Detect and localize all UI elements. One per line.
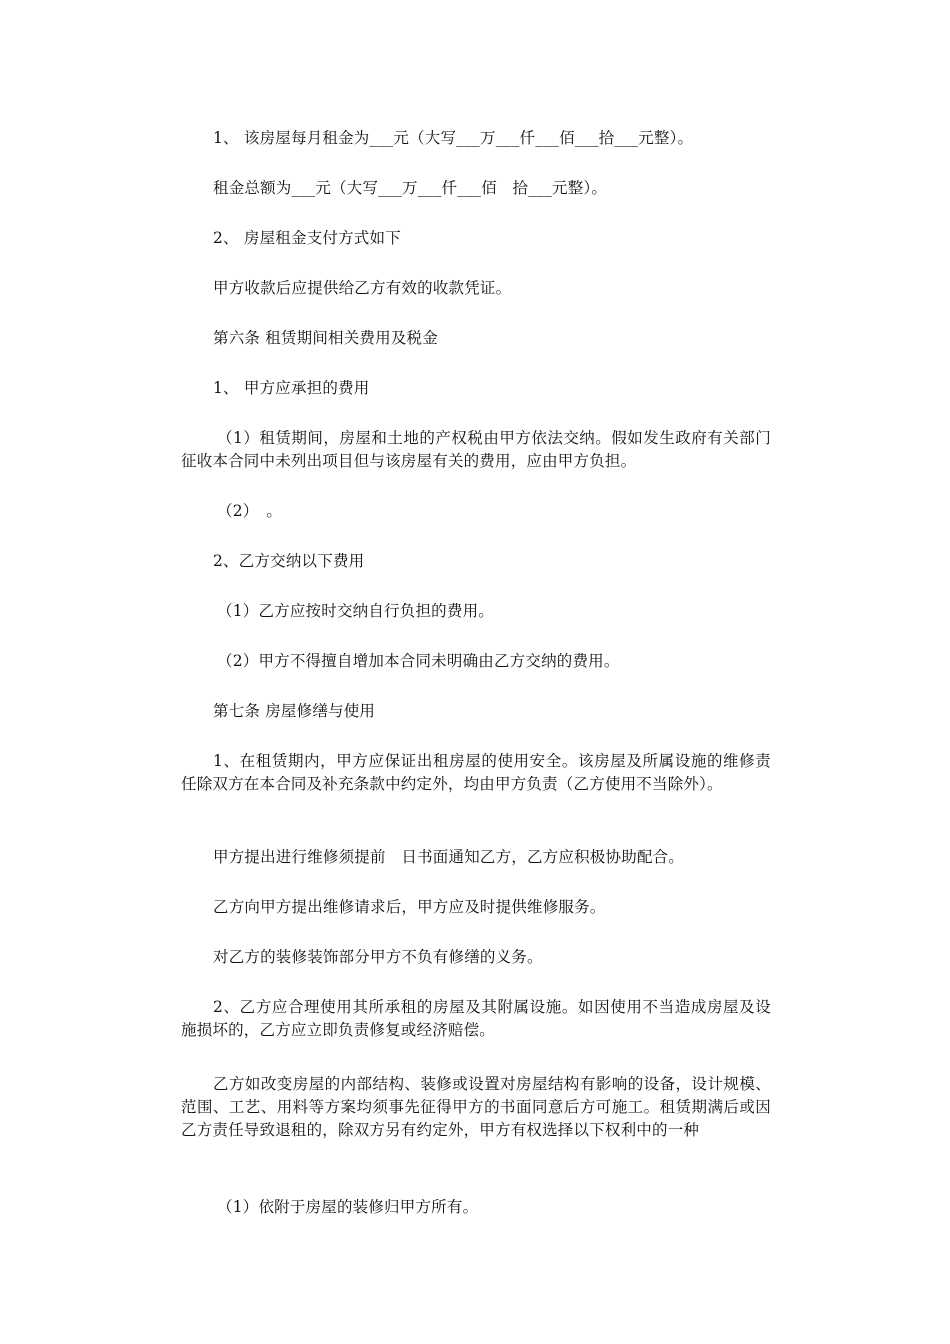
- paragraph-party-a-fees: 1、 甲方应承担的费用: [213, 379, 370, 397]
- paragraph-proper-use: 2、乙方应合理使用其所承租的房屋及其附属设施。如因使用不当造成房屋及设施损坏的，乙方应立即负责修复或经济赔偿。: [181, 998, 771, 1039]
- paragraph-total-rent: 租金总额为___元（大写___万___仟___佰 拾___元整）。: [213, 179, 608, 197]
- paragraph-property-tax: （1）租赁期间，房屋和土地的产权税由甲方依法交纳。假如发生政府有关部门征收本合同中未列出项目但与该房屋有关的费用，应由甲方负担。: [181, 429, 771, 470]
- paragraph-receipt: 甲方收款后应提供给乙方有效的收款凭证。: [213, 279, 512, 297]
- document-page: [181, 0, 771, 1344]
- paragraph-repair-notice: 甲方提出进行维修须提前 日书面通知乙方，乙方应积极协助配合。: [213, 848, 685, 866]
- paragraph-decoration-ownership: （1）依附于房屋的装修归甲方所有。: [217, 1198, 479, 1216]
- paragraph-monthly-rent: 1、 该房屋每月租金为___元（大写___万___仟___佰___拾___元整）。: [213, 129, 694, 147]
- heading-article-7: 第七条 房屋修缮与使用: [213, 702, 376, 720]
- paragraph-repair-request: 乙方向甲方提出维修请求后，甲方应及时提供维修服务。: [213, 898, 606, 916]
- paragraph-item-2-blank: （2） 。: [217, 502, 283, 520]
- heading-article-6: 第六条 租赁期间相关费用及税金: [213, 329, 438, 347]
- paragraph-repair-responsibility: 1、在租赁期内，甲方应保证出租房屋的使用安全。该房屋及所属设施的维修责任除双方在本合同及补充条款中约定外，均由甲方负责（乙方使用不当除外）。: [181, 752, 771, 793]
- paragraph-no-extra-fees: （2）甲方不得擅自增加本合同未明确由乙方交纳的费用。: [217, 652, 620, 670]
- paragraph-party-b-pay: （1）乙方应按时交纳自行负担的费用。: [217, 602, 494, 620]
- paragraph-structure-change: 乙方如改变房屋的内部结构、装修或设置对房屋结构有影响的设备，设计规模、范围、工艺、用料等方案均须事先征得甲方的书面同意后方可施工。租赁期满后或因乙方责任导致退租的，除双方另有约定外，甲方有权选择以下权利中的一种: [181, 1075, 771, 1139]
- paragraph-decoration: 对乙方的装修装饰部分甲方不负有修缮的义务。: [213, 948, 543, 966]
- paragraph-payment-method: 2、 房屋租金支付方式如下: [213, 229, 401, 247]
- paragraph-party-b-fees: 2、乙方交纳以下费用: [213, 552, 365, 570]
